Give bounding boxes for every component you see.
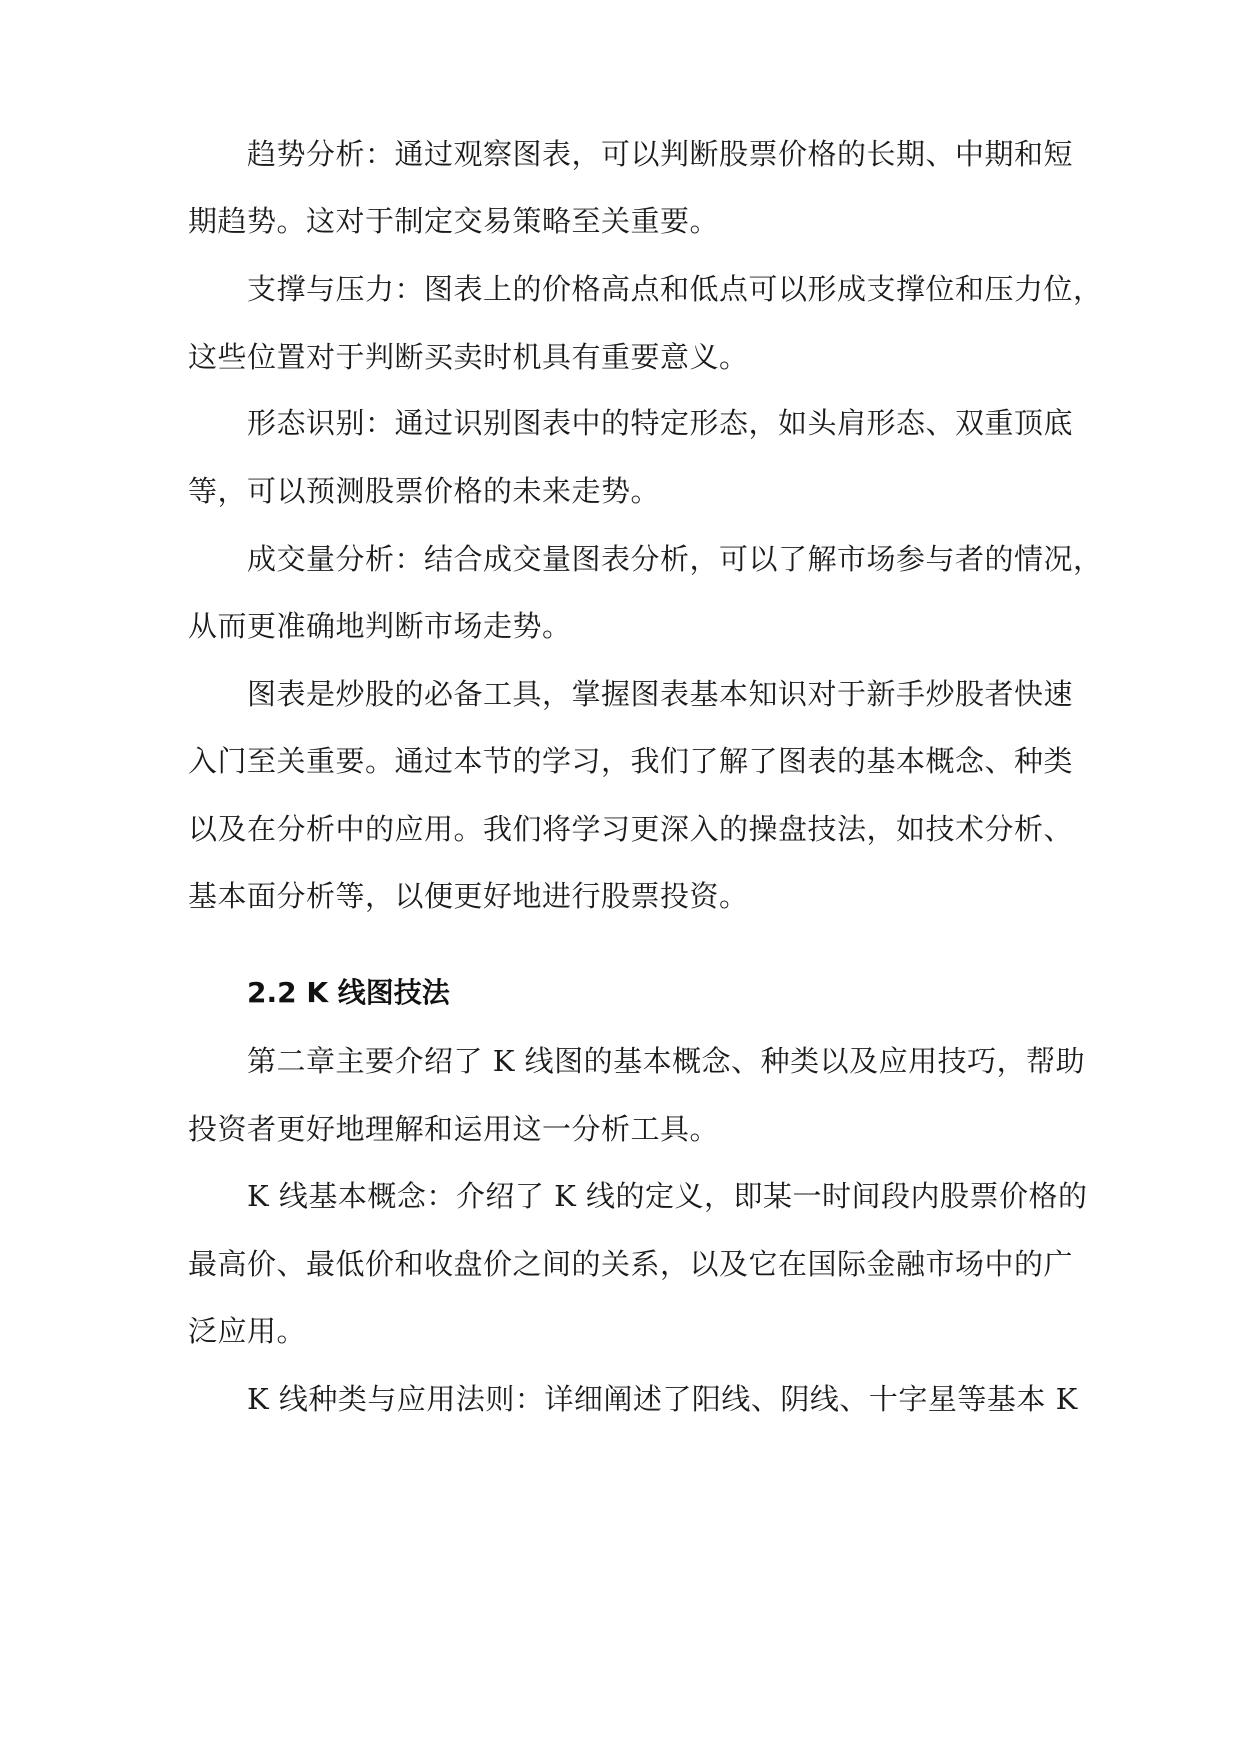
paragraph-summary-line-1: 图表是炒股的必备工具，掌握图表基本知识对于新手炒股者快速 [247, 677, 1074, 711]
paragraph-k-line-concept-line-1: K 线基本概念：介绍了 K 线的定义，即某一时间段内股票价格的 [247, 1179, 1088, 1213]
section-heading: 2.2 K 线图技法 [247, 976, 450, 1009]
paragraph-k-line-concept-line-3: 泛应用。 [188, 1314, 307, 1348]
paragraph-pattern-recognition-line-2: 等，可以预测股票价格的未来走势。 [188, 474, 661, 508]
paragraph-summary-line-3: 以及在分析中的应用。我们将学习更深入的操盘技法，如技术分析、 [188, 812, 1074, 846]
paragraph-trend-analysis-line-2: 期趋势。这对于制定交易策略至关重要。 [188, 204, 720, 238]
paragraph-volume-analysis-line-2: 从而更准确地判断市场走势。 [188, 609, 572, 643]
paragraph-summary-line-2: 入门至关重要。通过本节的学习，我们了解了图表的基本概念、种类 [188, 744, 1074, 778]
paragraph-trend-analysis-line-1: 趋势分析：通过观察图表，可以判断股票价格的长期、中期和短 [247, 137, 1074, 171]
paragraph-pattern-recognition-line-1: 形态识别：通过识别图表中的特定形态，如头肩形态、双重顶底 [247, 406, 1074, 440]
paragraph-chapter-intro-line-1: 第二章主要介绍了 K 线图的基本概念、种类以及应用技巧，帮助 [247, 1044, 1086, 1078]
paragraph-summary-line-4: 基本面分析等，以便更好地进行股票投资。 [188, 879, 749, 913]
paragraph-chapter-intro-line-2: 投资者更好地理解和运用这一分析工具。 [188, 1112, 720, 1146]
paragraph-k-line-concept-line-2: 最高价、最低价和收盘价之间的关系，以及它在国际金融市场中的广 [188, 1247, 1074, 1281]
paragraph-volume-analysis-line-1: 成交量分析：结合成交量图表分析，可以了解市场参与者的情况， [247, 542, 1103, 576]
paragraph-support-resistance-line-1: 支撑与压力：图表上的价格高点和低点可以形成支撑位和压力位， [247, 272, 1103, 306]
paragraph-support-resistance-line-2: 这些位置对于判断买卖时机具有重要意义。 [188, 340, 749, 374]
paragraph-k-line-types-line-1: K 线种类与应用法则：详细阐述了阳线、阴线、十字星等基本 K [247, 1382, 1078, 1416]
